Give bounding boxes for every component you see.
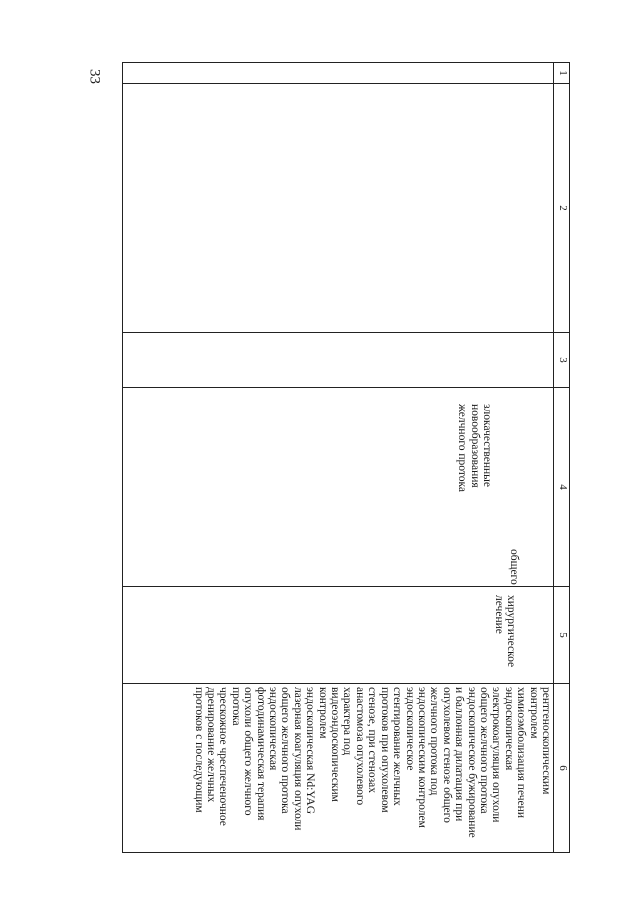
diagnosis-line: желчного протока — [456, 404, 469, 493]
treatment-method-line: эндоскопическим контролем — [415, 687, 428, 828]
treatment-method-line: эндоскопическая — [502, 687, 515, 771]
treatment-method-line: анастомоза опухолевого — [353, 687, 366, 806]
treatment-method-line: характера под — [341, 687, 354, 756]
header-col-2: 2 — [554, 84, 570, 333]
treatment-method-line: стенозе, при стенозах — [366, 687, 379, 794]
treatment-method-line: общего желчного протока — [477, 687, 490, 814]
treatment-table — [122, 62, 570, 853]
table-row — [123, 63, 554, 853]
table-header-row — [554, 63, 570, 853]
treatment-method-line: лазерная коагуляция опухоли — [291, 687, 304, 831]
header-col-1: 1 — [554, 63, 570, 84]
treatment-method-line: контролем — [316, 687, 329, 739]
treatment-method-line: эндоскопическое бужирование — [465, 687, 478, 838]
treatment-method-line: протоков при опухолевом — [378, 687, 391, 813]
diagnosis-line: злокачественные — [481, 404, 493, 487]
treatment-method-line: электрокоагуляция опухоли — [490, 687, 503, 823]
treatment-method-line: рентгеноскопическим — [540, 687, 552, 795]
rotated-table-wrapper — [122, 62, 570, 846]
header-col-5: 5 — [554, 587, 570, 684]
treatment-type-text — [492, 587, 553, 683]
cell-treatment-methods — [123, 684, 554, 853]
treatment-method-line: протока — [229, 687, 242, 726]
treatment-method-line: опухоли общего желчного — [242, 687, 255, 816]
treatment-method-line: химиоэмболизация печени — [515, 687, 528, 818]
treatment-method-line: стентирование желчных — [391, 687, 404, 806]
treatment-method-line: контролем — [527, 687, 540, 739]
cell-col-3 — [123, 333, 554, 388]
treatment-type-line: лечение — [492, 595, 505, 634]
treatment-method-line: общего желчного протока — [279, 687, 292, 814]
cell-col-1 — [123, 63, 554, 84]
treatment-method-line: эндоскопическая — [267, 687, 280, 771]
treatment-methods-text — [192, 684, 553, 852]
treatment-method-line: протоков с последующим — [192, 687, 205, 813]
treatment-method-line: эндоскопическое — [403, 687, 416, 771]
treatment-method-line: фотодинамическая терапия — [254, 687, 267, 821]
treatment-method-line: эндоскопическая Nd:YAG — [304, 687, 317, 814]
cell-treatment-type — [123, 549, 554, 684]
diagnosis-overflow-word: общего — [508, 549, 521, 585]
header-col-4: 4 — [554, 388, 570, 587]
treatment-method-line: желчного протока под — [428, 687, 441, 796]
treatment-method-line: опухолевом стенозе общего — [440, 687, 453, 823]
cell-diagnosis — [123, 388, 554, 587]
diagnosis-text — [456, 388, 553, 586]
header-col-6: 6 — [554, 684, 570, 853]
treatment-method-line: видеоэндоскопическим — [329, 687, 342, 802]
treatment-method-line: чрескожное чреспеченочное — [217, 687, 230, 826]
header-col-3: 3 — [554, 333, 570, 388]
treatment-type-line: хирургическое — [505, 595, 517, 668]
treatment-method-line: и баллонная дилатация при — [453, 687, 466, 822]
treatment-method-line: дренирование желчных — [205, 687, 218, 803]
diagnosis-line: новообразования — [468, 404, 481, 488]
cell-col-2 — [123, 84, 554, 333]
page-number: 33 — [86, 69, 103, 84]
